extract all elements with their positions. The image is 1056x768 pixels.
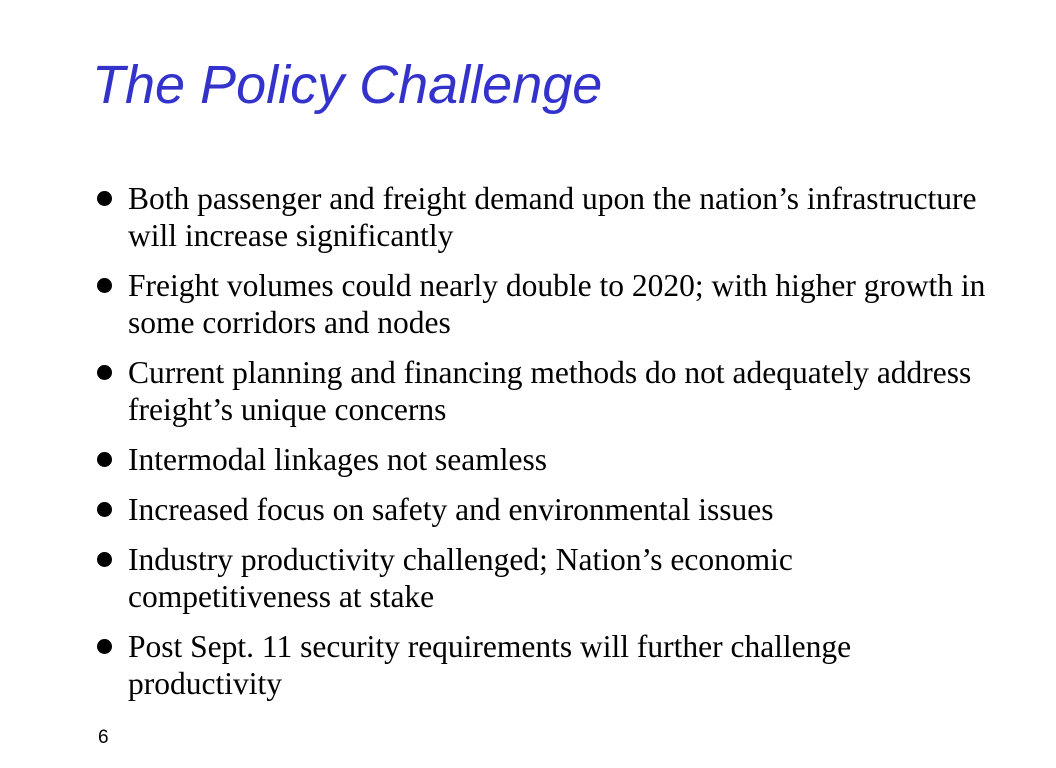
bullet-text: Intermodal linkages not seamless	[128, 442, 548, 477]
bullet-text: Freight volumes could nearly double to 2020; with higher growth in some corridors and nodes	[128, 268, 986, 340]
bullet-item	[94, 354, 994, 428]
bullet-icon	[97, 278, 112, 293]
bullet-text: Increased focus on safety and environmental issues	[128, 492, 774, 527]
bullet-item	[94, 267, 994, 341]
bullet-icon	[97, 552, 112, 567]
bullet-text: Both passenger and freight demand upon the nation’s infrastructure will increase significantly	[128, 181, 977, 253]
bullet-icon	[97, 452, 112, 467]
bullet-item	[94, 180, 994, 254]
bullet-icon	[97, 639, 112, 654]
bullet-text: Industry productivity challenged; Nation’s economic competitiveness at stake	[128, 542, 793, 614]
bullet-item	[94, 628, 994, 702]
bullet-text: Current planning and financing methods do not adequately address freight’s unique concerns	[128, 355, 972, 427]
bullet-item	[94, 541, 994, 615]
bullet-icon	[97, 191, 112, 206]
bullet-item	[94, 491, 994, 528]
bullet-item	[94, 441, 994, 478]
bullet-list	[94, 180, 994, 715]
page-number: 6	[98, 727, 109, 748]
slide-title: The Policy Challenge	[92, 55, 603, 115]
bullet-icon	[97, 365, 112, 380]
bullet-icon	[97, 502, 112, 517]
bullet-text: Post Sept. 11 security requirements will further challenge productivity	[128, 629, 852, 701]
